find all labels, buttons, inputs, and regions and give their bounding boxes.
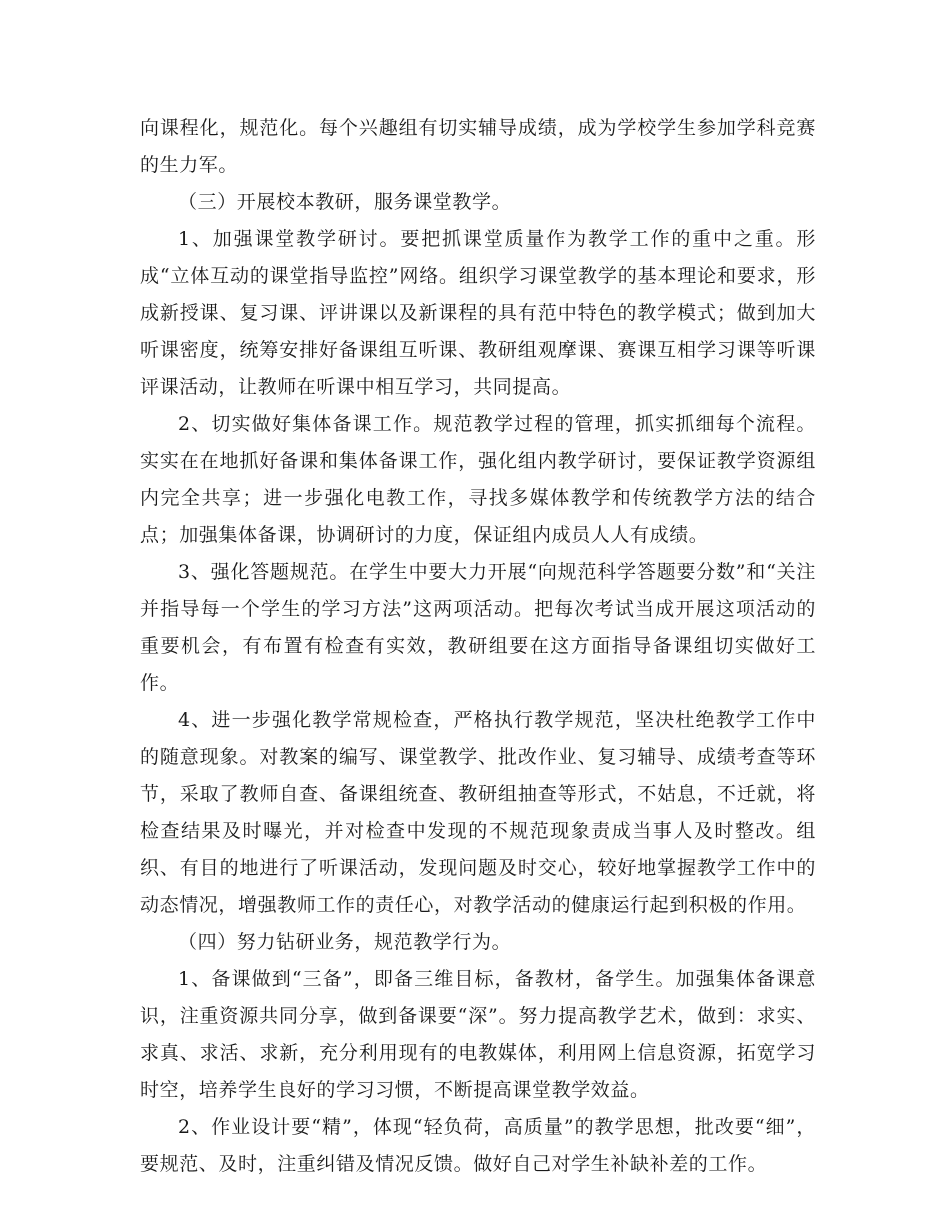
document-body xyxy=(140,110,816,1183)
paragraph-item-2b: 2、作业设计要“精”，体现“轻负荷，高质量”的教学思想，批改要“细”，要规范、及时，注重纠错及情况反馈。做好自己对学生补缺补差的工作。 xyxy=(140,1116,816,1175)
paragraph-item-2: 2、切实做好集体备课工作。规范教学过程的管理，抓实抓细每个流程。实实在在地抓好备课和集体备课工作，强化组内教学研讨，要保证教学资源组内完全共享；进一步强化电教工作，寻找多媒体教学和传统教学方法的结合点；加强集体备课，协调研讨的力度，保证组内成员人人有成绩。 xyxy=(140,413,816,546)
paragraph-item-3: 3、强化答题规范。在学生中要大力开展“向规范科学答题要分数”和“关注并指导每一个学生的学习方法”这两项活动。把每次考试当成开展这项活动的重要机会，有布置有检查有实效，教研组要在这方面指导备课组切实做好工作。 xyxy=(140,561,816,694)
paragraph-item-1b: 1、备课做到“三备”，即备三维目标，备教材，备学生。加强集体备课意识，注重资源共同分享，做到备课要“深”。努力提高教学艺术，做到：求实、求真、求活、求新，充分利用现有的电教媒体，利用网上信息资源，拓宽学习时空，培养学生良好的学习习惯，不断提高课堂教学效益。 xyxy=(140,968,816,1101)
paragraph-continuation: 向课程化，规范化。每个兴趣组有切实辅导成绩，成为学校学生参加学科竞赛的生力军。 xyxy=(140,117,816,176)
section-heading-3: （三）开展校本教研，服务课堂教学。 xyxy=(178,191,512,213)
paragraph-item-1: 1、加强课堂教学研讨。要把抓课堂质量作为教学工作的重中之重。形成“立体互动的课堂指导监控”网络。组织学习课堂教学的基本理论和要求，形成新授课、复习课、评讲课以及新课程的具有范中特色的教学模式；做到加大听课密度，统筹安排好备课组互听课、教研组观摩课、赛课互相学习课等听课评课活动，让教师在听课中相互学习，共同提高。 xyxy=(140,228,816,398)
section-heading-4: （四）努力钻研业务，规范教学行为。 xyxy=(178,931,512,953)
paragraph-item-4: 4、进一步强化教学常规检查，严格执行教学规范，坚决杜绝教学工作中的随意现象。对教案的编写、课堂教学、批改作业、复习辅导、成绩考查等环节，采取了教师自查、备课组统查、教研组抽查等形式，不姑息，不迁就，将检查结果及时曝光，并对检查中发现的不规范现象责成当事人及时整改。组织、有目的地进行了听课活动，发现问题及时交心，较好地掌握教学工作中的动态情况，增强教师工作的责任心，对教学活动的健康运行起到积极的作用。 xyxy=(140,709,816,916)
